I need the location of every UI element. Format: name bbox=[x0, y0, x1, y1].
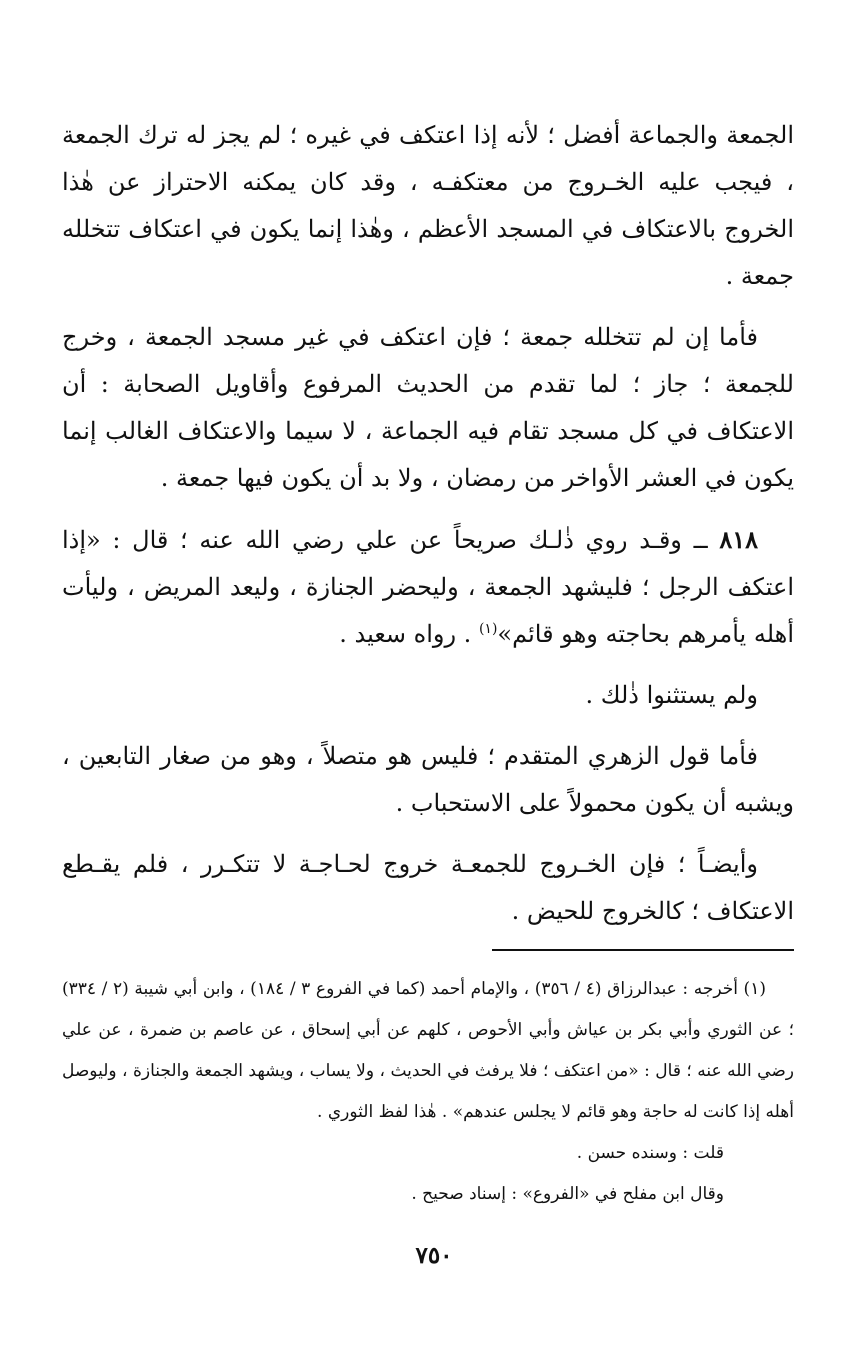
footnote-note-1: قلت : وسنده حسن . bbox=[576, 1143, 724, 1163]
paragraph-2: فأما إن لم تتخلله جمعة ؛ فإن اعتكف في غير مسجد الجمعة ، وخرج للجمعة ؛ جاز ؛ لما تقدم من الحديث المرفوع وأقاويل الصحابة : أن الاعتكاف في كل مسجد تقام فيه الجماعة ، لا سيما والاعتكاف الغالب إنما يكون في العشر الأواخر من رمضان ، ولا بد أن يكون فيها جمعة . bbox=[62, 323, 794, 492]
hadith-paragraph bbox=[62, 516, 794, 658]
hadith-text: ــ وقـد روي ذٰلـك صريحاً عن علي رضي الله عنه ؛ قال : «إذا اعتكف الرجل ؛ فليشهد الجمعة ، وليحضر الجنازة ، وليعد المريض ، وليأت أهله يأمرهم بحاجته وهو قائم» bbox=[62, 526, 794, 648]
paragraph-4: فأما قول الزهري المتقدم ؛ فليس هو متصلاً ، وهو من صغار التابعين ، ويشبه أن يكون محمولاً على الاستحباب . bbox=[62, 742, 794, 817]
paragraph-1: الجمعة والجماعة أفضل ؛ لأنه إذا اعتكف في غيره ؛ لم يجز له ترك الجمعة ، فيجب عليه الخـروج من معتكفـه ، وقد كان يمكنه الاحتراز عن هٰذا الخروج بالاعتكاف في المسجد الأعظم ، وهٰذا إنما يكون في اعتكاف تتخلله جمعة . bbox=[62, 121, 794, 290]
page-number: ٧٥٠ bbox=[415, 1242, 453, 1269]
footnote-1: (١) أخرجه : عبدالرزاق (٤ / ٣٥٦) ، والإمام أحمد (كما في الفروع ٣ / ١٨٤) ، وابن أبي شيبة (٢ / ٣٣٤) ؛ عن الثوري وأبي بكر بن عياش وأبي الأحوص ، كلهم عن أبي إسحاق ، عن عاصم بن ضمرة ، عن علي رضي الله عنه ؛ قال : «من اعتكف ؛ فلا يرفث في الحديث ، ولا يساب ، ويشهد الجمعة والجنازة ، وليوصل أهله إذا كانت له حاجة وهو قائم لا يجلس عندهم» . هٰذا لفظ الثوري . bbox=[62, 979, 794, 1122]
page-body bbox=[62, 112, 794, 1215]
footnote-divider bbox=[492, 949, 794, 951]
footnotes bbox=[62, 969, 794, 1215]
paragraph-5: وأيضـاً ؛ فإن الخـروج للجمعـة خروج لحـاجـة لا تتكـرر ، فلم يقـطع الاعتكاف ؛ كالخروج للحيض . bbox=[62, 850, 794, 925]
footnote-note-2: وقال ابن مفلح في «الفروع» : إسناد صحيح . bbox=[411, 1184, 724, 1204]
hadith-number: ٨١٨ bbox=[719, 525, 758, 554]
hadith-source: . رواه سعيد . bbox=[339, 620, 479, 648]
footnote-reference[interactable]: (١) bbox=[478, 621, 498, 637]
paragraph-3: ولم يستثنوا ذٰلك . bbox=[585, 681, 758, 709]
